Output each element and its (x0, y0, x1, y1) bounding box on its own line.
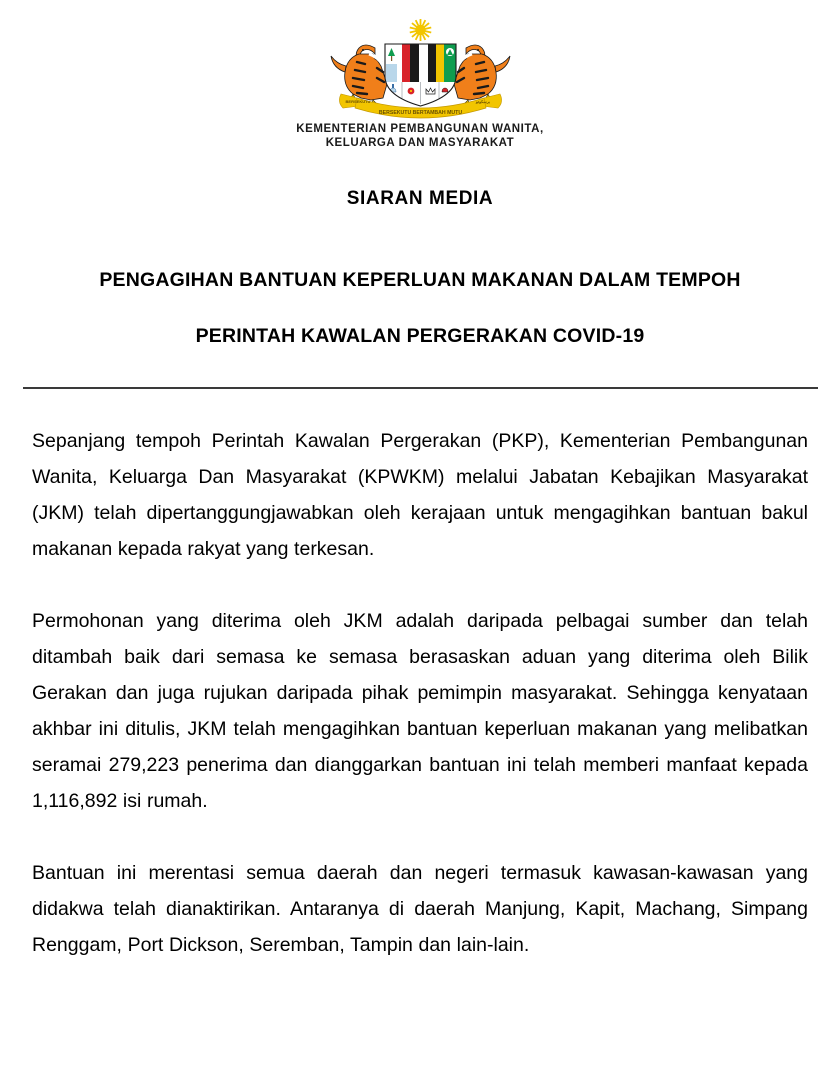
ministry-name-line-1: KEMENTERIAN PEMBANGUNAN WANITA, (296, 123, 544, 135)
letterhead (0, 0, 840, 150)
page-title-line-2: PERINTAH KAWALAN PERGERAKAN COVID-19 (195, 325, 645, 347)
document-body (32, 389, 808, 963)
motto-text: BERSEKUTU BERTAMBAH MUTU (378, 110, 462, 116)
ministry-name-line-2: KELUARGA DAN MASYARAKAT (325, 137, 515, 149)
svg-text:BERSEKUTU: BERSEKUTU (345, 99, 370, 104)
press-release-kicker: SIARAN MEDIA (346, 188, 494, 209)
page-title-line-1: PENGAGIHAN BANTUAN KEPERLUAN MAKANAN DALAM TEMPOH (99, 269, 741, 291)
body-paragraph: Bantuan ini merentasi semua daerah dan negeri termasuk kawasan-kawasan yang didakwa telah dianaktirikan. Antaranya di daerah Manjung, Kapit, Machang, Simpang Renggam, Port Dickson, Seremban, Tampin dan lain-lain. (32, 862, 808, 956)
svg-text:برسكوتو: برسكوتو (475, 99, 490, 104)
tiger-supporter-right (454, 45, 510, 106)
crest-shield (385, 44, 456, 106)
ministry-name (296, 122, 543, 150)
body-paragraph: Sepanjang tempoh Perintah Kawalan Pergerakan (PKP), Kementerian Pembangunan Wanita, Keluarga Dan Masyarakat (KPWKM) melalui Jabatan Kebajikan Masyarakat (JKM) telah dipertanggungjawabkan oleh kerajaan untuk mengagihkan bantuan bakul makanan kepada rakyat yang terkesan. (32, 430, 808, 560)
malaysian-coat-of-arms-icon (313, 14, 528, 119)
tiger-supporter-left (331, 45, 387, 106)
heading-block (0, 188, 840, 364)
body-paragraph: Permohonan yang diterima oleh JKM adalah daripada pelbagai sumber dan telah ditambah baik dari semasa ke semasa berasaskan aduan yang diterima oleh Bilik Gerakan dan juga rujukan daripada pihak pemimpin masyarakat. Sehingga kenyataan akhbar ini ditulis, JKM telah mengagihkan bantuan keperluan makanan yang melibatkan seramai 279,223 penerima dan dianggarkan bantuan ini telah memberi manfaat kepada 1,116,892 isi rumah. (32, 610, 808, 812)
page-title (0, 252, 840, 364)
